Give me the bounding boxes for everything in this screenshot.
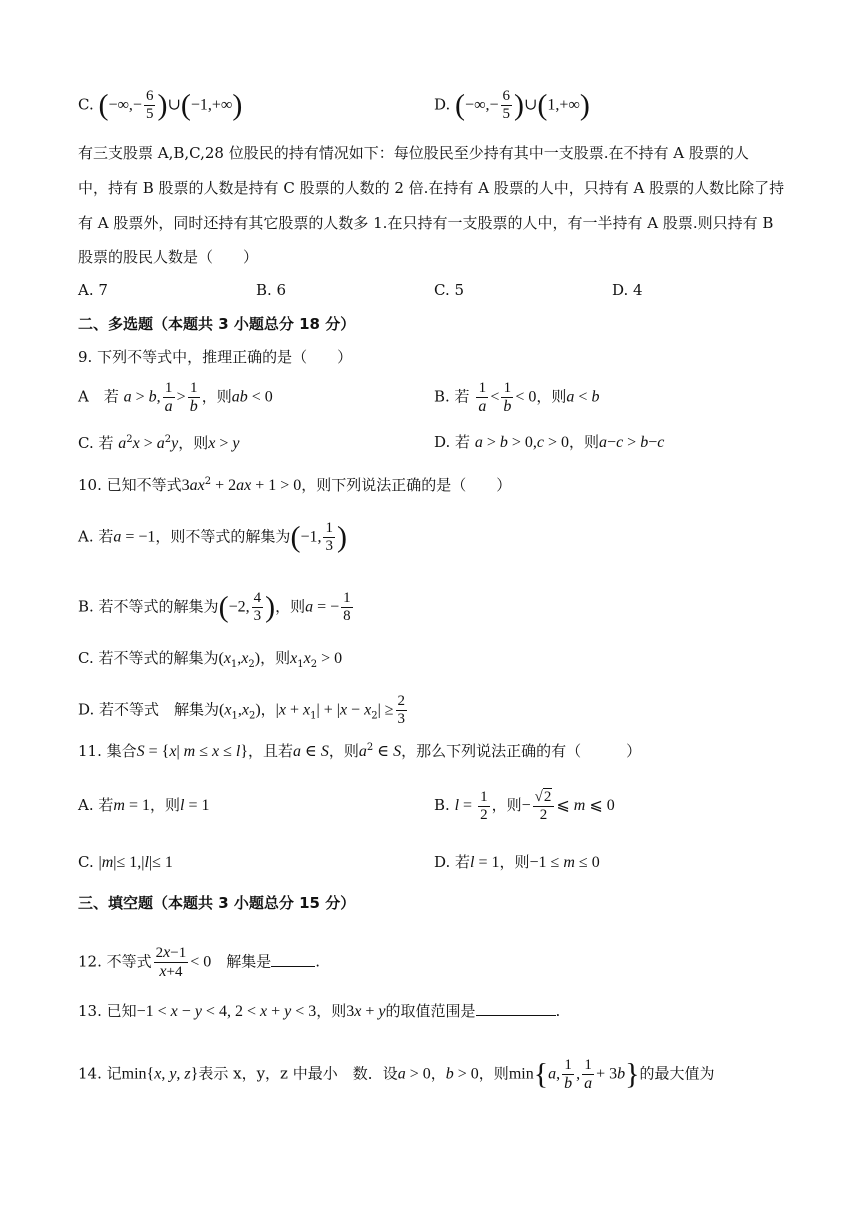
option-label: D.	[434, 95, 451, 114]
q9-option-b: B. 若 $\frac{1}{a}$ < $\frac{1}{b}$ < 0，则a < b	[434, 380, 600, 415]
q8-option-a: A. 7	[78, 281, 108, 299]
q9-stem: 9. 下列不等式中，推理正确的是（ ）	[78, 348, 353, 366]
q11-stem: 11. 集合S = {x| m ≤ x ≤ l}，且若a ∈ S，则$a^2$ ∈ S，那么下列说法正确的有（ ）	[78, 742, 642, 760]
q12: 12. 不等式 $\frac{2x-1}{x+4}$ < 0 解集是 .	[78, 944, 321, 980]
q8-line-4: 股票的股民人数是（ ）	[78, 248, 259, 266]
q11-option-d: D. 若l = 1，则−1 ≤ m ≤ 0	[434, 853, 600, 871]
q8-line-1: 有三支股票 A,B,C,28 位股民的持有情况如下：每位股民至少持有其中一支股票.在不持有 A 股票的人	[78, 144, 749, 162]
q11-option-c: C. |m|≤ 1,|l|≤ 1	[78, 853, 173, 871]
q10-option-c: C. 若不等式的解集为$(x_1,x_2)$，则$x_1x_2 > 0$	[78, 649, 343, 670]
q8-option-b: B. 6	[256, 281, 287, 299]
q10-option-b: B. 若不等式的解集为(−2, $\frac{4}{3}$ )，则a = − $\frac{1}{8}$	[78, 590, 351, 624]
answer-blank[interactable]	[476, 1015, 556, 1016]
q13: 13. 已知−1 < x − y < 4, 2 < x + y < 3，则3x + y的取值范围是 .	[78, 1002, 561, 1020]
q8-line-3: 有 A 股票外，同时还持有其它股票的人数多 1.在只持有一支股票的人中，有一半持有 A 股票.则只持有 B	[78, 214, 774, 232]
q8-line-2: 中，持有 B 股票的人数是持有 C 股票的人数的 2 倍.在持有 A 股票的人中，只持有 A 股票的人数比除了持	[78, 179, 785, 197]
section-heading-fill-in: 三、填空题（本题共 3 小题总分 15 分）	[78, 894, 356, 912]
option-label: C.	[78, 95, 94, 114]
section-heading-multi-choice: 二、多选题（本题共 3 小题总分 18 分）	[78, 315, 356, 333]
q10-stem: 10. 已知不等式$3ax^2 + 2ax + 1 > 0$，则下列说法正确的是（ ）	[78, 476, 512, 494]
answer-blank[interactable]	[271, 966, 315, 967]
q11-option-b: B. l = $\frac{1}{2}$ ，则− $\frac{√2}{2}$ ⩽ m ⩽ 0	[434, 788, 615, 823]
q10-option-a: A. 若a = −1，则不等式的解集为(−1, $\frac{1}{3}$ )	[78, 520, 347, 554]
q14: 14. 记min{x, y, z}表示 x，y，z 中最小 数．设a > 0，b > 0，则min{a, $\frac{1}{b}$ , $\frac{1}{a}$ + 3b}的最大值为	[78, 1057, 715, 1092]
q7-option-d: D. (−∞,− $\frac{6}{5}$ )∪(1,+∞)	[434, 88, 590, 122]
q9-option-d: D. 若 a > b > 0,c > 0，则a−c > b−c	[434, 433, 665, 451]
q9-option-a: A 若 a > b, $\frac{1}{a}$ > $\frac{1}{b}$ ，则ab < 0	[78, 380, 273, 415]
q8-option-c: C. 5	[434, 281, 465, 299]
q10-option-d: D. 若不等式 解集为$(x_1,x_2)$，$|x + x_1| + |x - x_2|$ ≥ $\frac{2}{3}$	[78, 693, 406, 727]
q8-option-d: D. 4	[612, 281, 643, 299]
q7-option-c: C. (−∞,− $\frac{6}{5}$ )∪(−1,+∞)	[78, 88, 243, 122]
q11-option-a: A. 若m = 1，则l = 1	[78, 796, 210, 814]
q9-option-c: C. 若 $a^2x > a^2y$，则x > y	[78, 434, 240, 452]
